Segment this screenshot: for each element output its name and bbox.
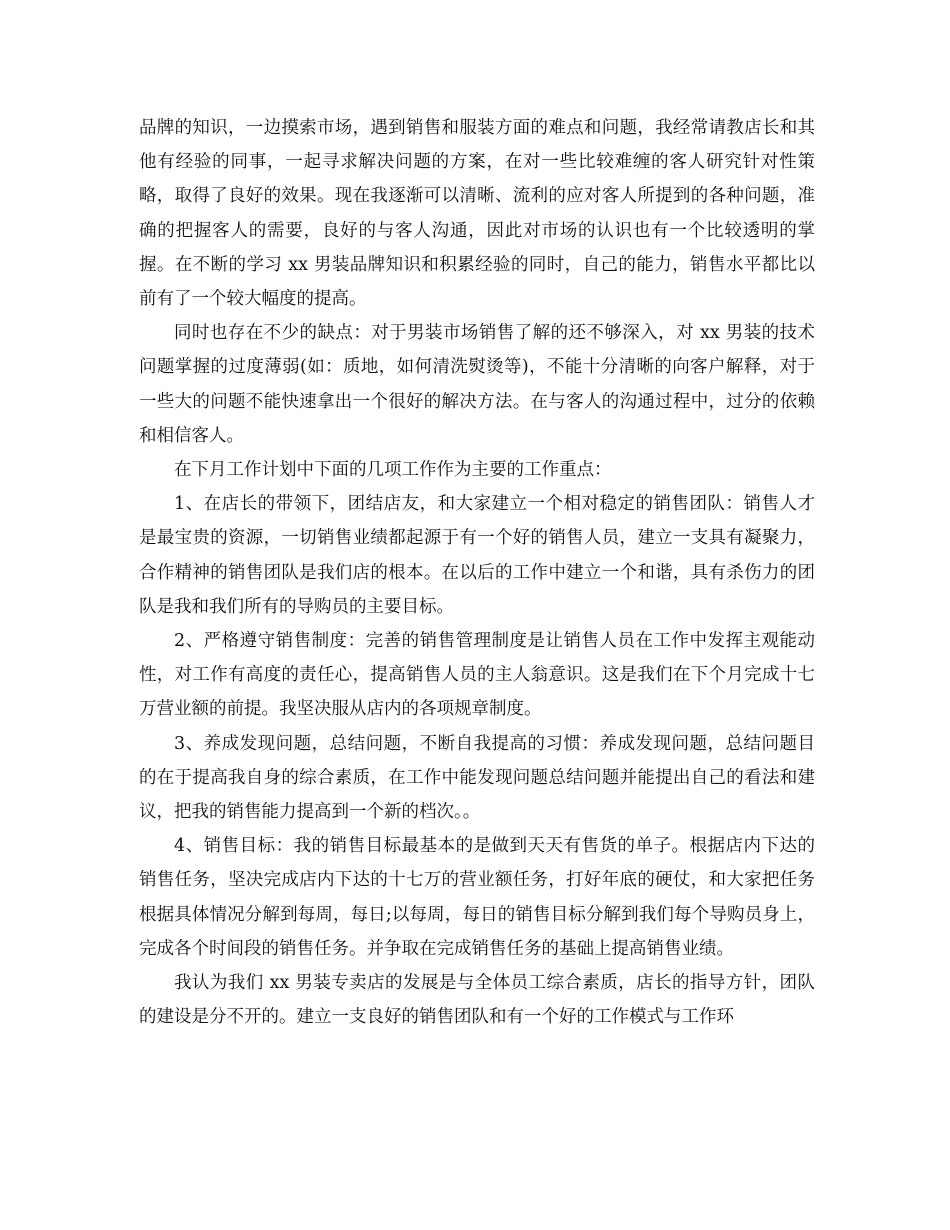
document-body	[139, 111, 815, 1034]
paragraph: 4、销售目标：我的销售目标最基本的是做到天天有售货的单子。根据店内下达的销售任务，坚决完成店内下达的十七万的营业额任务，打好年底的硬仗，和大家把任务根据具体情况分解到每周，每日;以每周，每日的销售目标分解到我们每个导购员身上，完成各个时间段的销售任务。并争取在完成销售任务的基础上提高销售业绩。	[139, 836, 815, 959]
paragraph: 1、在店长的带领下，团结店友，和大家建立一个相对稳定的销售团队：销售人才是最宝贵的资源，一切销售业绩都起源于有一个好的销售人员，建立一支具有凝聚力，合作精神的销售团队是我们店的根本。在以后的工作中建立一个和谐，具有杀伤力的团队是我和我们所有的导购员的主要目标。	[139, 494, 815, 617]
paragraph: 同时也存在不少的缺点：对于男装市场销售了解的还不够深入，对 xx 男装的技术问题掌握的过度薄弱(如：质地，如何清洗熨烫等)，不能十分清晰的向客户解释，对于一些大的问题不能快速拿出一个很好的解决方法。在与客人的沟通过程中，过分的依赖和相信客人。	[139, 323, 815, 446]
paragraph: 我认为我们 xx 男装专卖店的发展是与全体员工综合素质，店长的指导方针，团队的建设是分不开的。建立一支良好的销售团队和有一个好的工作模式与工作环	[139, 973, 815, 1028]
paragraph: 2、严格遵守销售制度：完善的销售管理制度是让销售人员在工作中发挥主观能动性，对工作有高度的责任心，提高销售人员的主人翁意识。这是我们在下个月完成十七万营业额的前提。我坚决服从店内的各项规章制度。	[139, 631, 815, 720]
paragraph: 在下月工作计划中下面的几项工作作为主要的工作重点：	[174, 460, 612, 481]
paragraph: 品牌的知识，一边摸索市场，遇到销售和服装方面的难点和问题，我经常请教店长和其他有经验的同事，一起寻求解决问题的方案，在对一些比较难缠的客人研究针对性策略，取得了良好的效果。现在我逐渐可以清晰、流利的应对客人所提到的各种问题，准确的把握客人的需要，良好的与客人沟通，因此对市场的认识也有一个比较透明的掌握。在不断的学习 xx 男装品牌知识和积累经验的同时，自己的能力，销售水平都比以前有了一个较大幅度的提高。	[139, 118, 815, 310]
paragraph: 3、养成发现问题，总结问题，不断自我提高的习惯：养成发现问题，总结问题目的在于提高我自身的综合素质，在工作中能发现问题总结问题并能提出自己的看法和建议，把我的销售能力提高到一个新的档次。。	[139, 733, 815, 823]
